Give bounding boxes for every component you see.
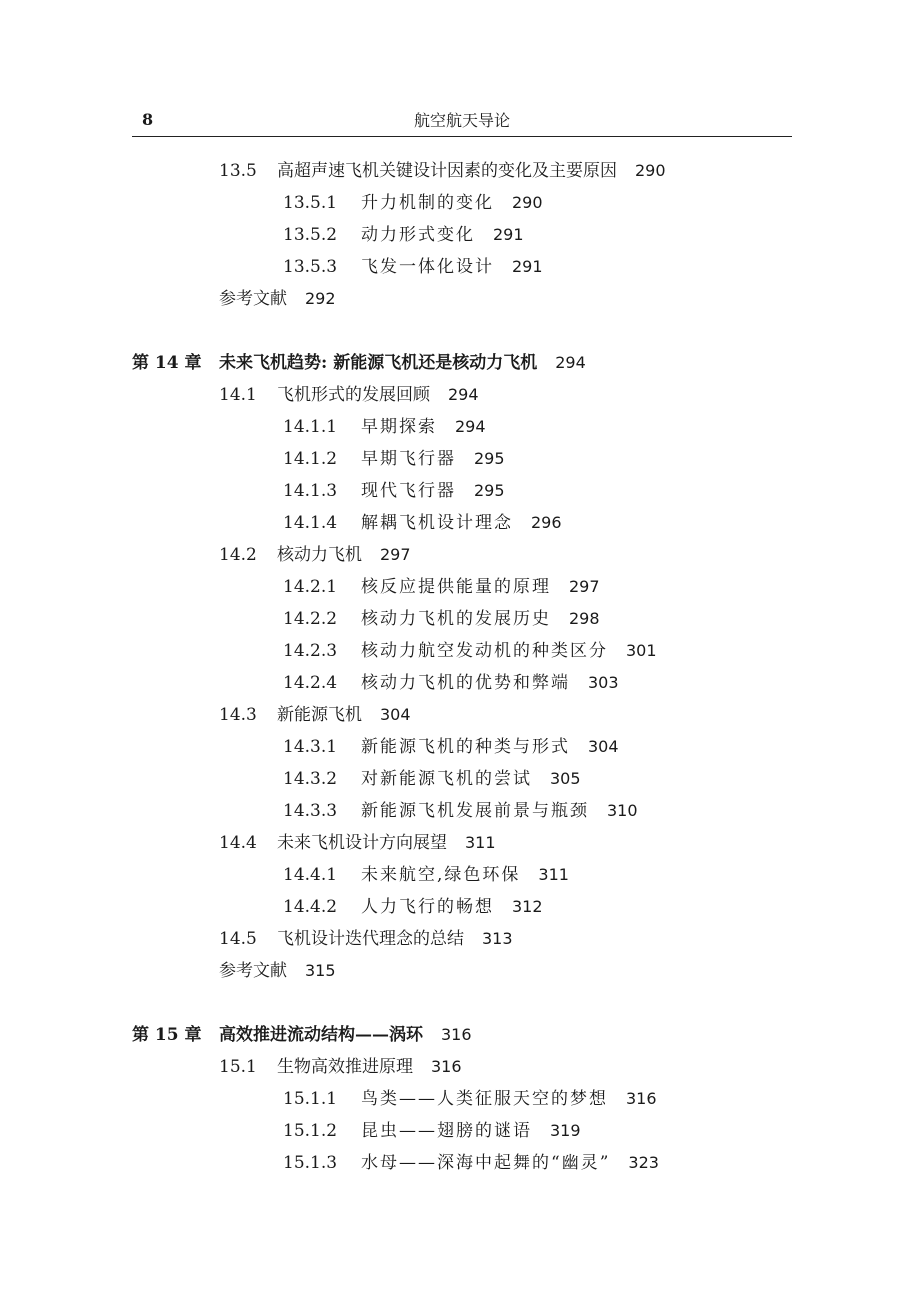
toc-entry-page: 303	[588, 673, 619, 692]
toc-entry-title-wrap	[361, 603, 600, 635]
toc-entry[interactable]	[0, 667, 924, 699]
toc-entry-page: 297	[569, 577, 600, 596]
toc-entry-title-wrap	[361, 443, 505, 475]
toc-entry-page: 297	[380, 545, 411, 564]
toc-entry[interactable]	[0, 155, 924, 187]
toc-entry[interactable]	[0, 571, 924, 603]
toc-entry-title-wrap	[219, 1019, 472, 1051]
toc-entry[interactable]	[0, 699, 924, 731]
toc-entry-number: 第 14 章	[132, 353, 202, 373]
toc-entry-title: 未来飞机设计方向展望	[277, 833, 447, 853]
toc-entry-title-wrap	[277, 827, 496, 859]
toc-entry[interactable]	[0, 859, 924, 891]
toc-entry-page: 315	[305, 961, 336, 980]
toc-entry-number: 14.1.3	[283, 481, 338, 501]
toc-entry-number: 15.1	[219, 1057, 257, 1077]
toc-entry-title-wrap	[361, 795, 638, 827]
toc-entry-page: 292	[305, 289, 336, 308]
table-of-contents	[0, 155, 924, 1179]
toc-entry-title: 新能源飞机的种类与形式	[361, 737, 570, 757]
toc-entry-title: 核动力飞机的发展历史	[361, 609, 551, 629]
toc-entry[interactable]	[0, 1083, 924, 1115]
toc-entry-title: 生物高效推进原理	[277, 1057, 413, 1077]
toc-entry-page: 296	[531, 513, 562, 532]
toc-entry-number: 14.3.3	[283, 801, 338, 821]
toc-entry-title: 新能源飞机	[277, 705, 362, 725]
page-number: 8	[142, 110, 154, 129]
toc-entry-number: 14.2.3	[283, 641, 338, 661]
toc-entry-page: 291	[493, 225, 524, 244]
toc-entry-title: 核动力航空发动机的种类区分	[361, 641, 608, 661]
toc-entry-page: 301	[626, 641, 657, 660]
toc-entry-title: 高超声速飞机关键设计因素的变化及主要原因	[277, 161, 617, 181]
toc-entry-title-wrap	[361, 251, 543, 283]
toc-entry-title: 昆虫——翅膀的谜语	[361, 1121, 532, 1141]
toc-entry[interactable]	[0, 475, 924, 507]
toc-entry-title-wrap	[361, 411, 486, 443]
toc-entry-title-wrap	[219, 283, 336, 315]
toc-entry-number: 14.1.4	[283, 513, 338, 533]
toc-entry[interactable]	[0, 443, 924, 475]
toc-entry-number: 14.3.2	[283, 769, 338, 789]
toc-entry-page: 311	[538, 865, 569, 884]
toc-entry-title: 飞发一体化设计	[361, 257, 494, 277]
toc-entry-title-wrap	[277, 699, 411, 731]
toc-entry[interactable]	[0, 827, 924, 859]
running-title: 航空航天导论	[413, 111, 510, 130]
toc-entry-title: 未来航空,绿色环保	[361, 865, 521, 885]
toc-entry-page: 305	[550, 769, 581, 788]
toc-entry-title: 鸟类——人类征服天空的梦想	[361, 1089, 608, 1109]
toc-entry-title: 飞机设计迭代理念的总结	[277, 929, 464, 949]
toc-entry-page: 316	[626, 1089, 657, 1108]
section-gap	[0, 315, 924, 347]
toc-entry-page: 304	[588, 737, 619, 756]
toc-entry-title-wrap	[361, 731, 619, 763]
toc-entry[interactable]	[0, 379, 924, 411]
toc-entry-number: 15.1.3	[283, 1153, 338, 1173]
toc-entry-title: 解耦飞机设计理念	[361, 513, 513, 533]
toc-entry-title-wrap	[277, 539, 411, 571]
toc-entry-page: 319	[550, 1121, 581, 1140]
toc-entry[interactable]	[0, 219, 924, 251]
toc-entry-title: 对新能源飞机的尝试	[361, 769, 532, 789]
toc-entry-title-wrap	[361, 571, 600, 603]
toc-entry-title-wrap	[361, 187, 543, 219]
toc-entry-page: 316	[441, 1025, 472, 1044]
toc-entry-title: 高效推进流动结构——涡环	[219, 1025, 423, 1045]
toc-entry[interactable]	[0, 603, 924, 635]
toc-entry-number: 14.4.2	[283, 897, 338, 917]
toc-entry-page: 290	[635, 161, 666, 180]
toc-entry-title: 参考文献	[219, 289, 287, 309]
toc-entry[interactable]	[0, 507, 924, 539]
toc-entry-title: 人力飞行的畅想	[361, 897, 494, 917]
toc-entry-title-wrap	[361, 667, 619, 699]
toc-entry-title: 动力形式变化	[361, 225, 475, 245]
toc-entry-page: 316	[431, 1057, 462, 1076]
toc-entry[interactable]	[0, 763, 924, 795]
toc-entry[interactable]	[0, 539, 924, 571]
toc-entry[interactable]	[0, 923, 924, 955]
toc-entry-number: 13.5.3	[283, 257, 338, 277]
toc-entry-number: 15.1.2	[283, 1121, 338, 1141]
toc-entry-title: 核反应提供能量的原理	[361, 577, 551, 597]
toc-chapter[interactable]	[0, 1019, 924, 1051]
toc-entry-number: 14.4.1	[283, 865, 338, 885]
toc-entry-title: 升力机制的变化	[361, 193, 494, 213]
toc-entry-number: 第 15 章	[132, 1025, 202, 1045]
toc-entry-page: 323	[628, 1153, 659, 1172]
toc-entry-number: 13.5.2	[283, 225, 338, 245]
toc-entry-page: 304	[380, 705, 411, 724]
toc-entry-title-wrap	[219, 955, 336, 987]
toc-chapter[interactable]	[0, 347, 924, 379]
toc-entry-title: 现代飞行器	[361, 481, 456, 501]
toc-entry-number: 15.1.1	[283, 1089, 338, 1109]
toc-entry-title-wrap	[277, 923, 513, 955]
toc-entry[interactable]	[0, 411, 924, 443]
toc-entry[interactable]	[0, 795, 924, 827]
toc-entry-number: 14.5	[219, 929, 257, 949]
toc-entry-number: 13.5	[219, 161, 257, 181]
toc-entry-title: 早期探索	[361, 417, 437, 437]
toc-entry-title-wrap	[361, 1115, 581, 1147]
toc-entry-title-wrap	[361, 763, 581, 795]
toc-entry-title-wrap	[361, 507, 562, 539]
toc-entry[interactable]	[0, 1051, 924, 1083]
toc-entry[interactable]	[0, 1147, 924, 1179]
toc-entry-page: 312	[512, 897, 543, 916]
section-gap	[0, 987, 924, 1019]
toc-entry-number: 14.2.2	[283, 609, 338, 629]
toc-entry-page: 298	[569, 609, 600, 628]
toc-entry-title: 未来飞机趋势: 新能源飞机还是核动力飞机	[219, 353, 538, 373]
toc-entry-page: 294	[455, 417, 486, 436]
toc-entry-page: 295	[474, 449, 505, 468]
toc-entry-page: 311	[465, 833, 496, 852]
toc-entry-title-wrap	[277, 1051, 462, 1083]
toc-entry-number: 14.1	[219, 385, 257, 405]
toc-entry-title-wrap	[277, 155, 666, 187]
toc-entry-title-wrap	[361, 891, 543, 923]
toc-entry-number: 14.2.4	[283, 673, 338, 693]
toc-entry[interactable]	[0, 1115, 924, 1147]
toc-entry-title: 核动力飞机的优势和弊端	[361, 673, 570, 693]
toc-entry-title: 飞机形式的发展回顾	[277, 385, 430, 405]
toc-entry[interactable]	[0, 891, 924, 923]
toc-entry-title-wrap	[361, 219, 524, 251]
toc-references[interactable]	[0, 955, 924, 987]
toc-entry-page: 291	[512, 257, 543, 276]
toc-references[interactable]	[0, 283, 924, 315]
toc-entry[interactable]	[0, 251, 924, 283]
toc-entry-number: 14.3.1	[283, 737, 338, 757]
toc-entry-title: 早期飞行器	[361, 449, 456, 469]
toc-entry-title-wrap	[361, 635, 657, 667]
toc-entry-title: 水母——深海中起舞的“幽灵”	[361, 1153, 611, 1173]
toc-entry-page: 294	[555, 353, 586, 372]
toc-entry[interactable]	[0, 635, 924, 667]
toc-entry-number: 14.1.1	[283, 417, 338, 437]
toc-entry-title-wrap	[361, 1083, 657, 1115]
toc-entry-page: 294	[448, 385, 479, 404]
toc-entry-title-wrap	[219, 347, 586, 379]
toc-entry-page: 310	[607, 801, 638, 820]
toc-entry-page: 313	[482, 929, 513, 948]
toc-entry-page: 295	[474, 481, 505, 500]
toc-entry[interactable]	[0, 731, 924, 763]
toc-entry-number: 13.5.1	[283, 193, 338, 213]
toc-entry-number: 14.2.1	[283, 577, 338, 597]
toc-entry-title: 核动力飞机	[277, 545, 362, 565]
toc-entry-number: 14.4	[219, 833, 257, 853]
toc-entry-number: 14.2	[219, 545, 257, 565]
toc-entry-title: 新能源飞机发展前景与瓶颈	[361, 801, 589, 821]
toc-entry[interactable]	[0, 187, 924, 219]
toc-entry-title-wrap	[361, 1147, 659, 1179]
toc-entry-title: 参考文献	[219, 961, 287, 981]
toc-entry-number: 14.1.2	[283, 449, 338, 469]
toc-entry-number: 14.3	[219, 705, 257, 725]
toc-entry-title-wrap	[277, 379, 479, 411]
running-header	[132, 108, 792, 137]
toc-entry-title-wrap	[361, 475, 505, 507]
toc-entry-title-wrap	[361, 859, 569, 891]
toc-entry-page: 290	[512, 193, 543, 212]
